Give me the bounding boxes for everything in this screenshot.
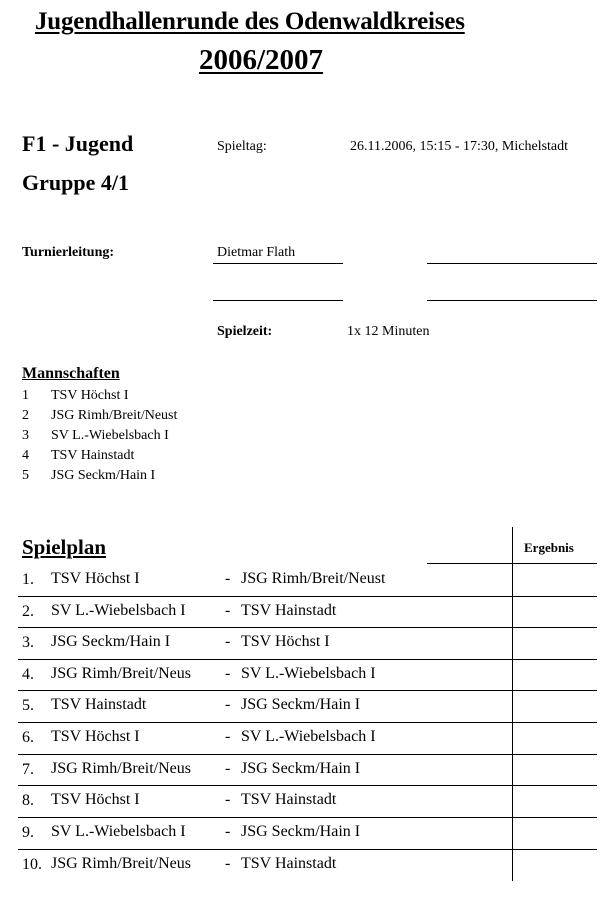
match-separator: - (225, 633, 231, 650)
match-number: 6. (22, 729, 34, 746)
match-number: 3. (22, 634, 34, 651)
playtime-value: 1x 12 Minuten (347, 324, 430, 339)
away-team: JSG Seckm/Hain I (241, 760, 361, 777)
age-group-heading: F1 - Jugend (22, 131, 134, 156)
home-team: JSG Rimh/Breit/Neus (51, 665, 192, 682)
result-column-divider (512, 527, 513, 881)
away-team: JSG Seckm/Hain I (241, 696, 361, 713)
matchday-value: 26.11.2006, 15:15 - 17:30, Michelstadt (350, 139, 569, 154)
signature-line (213, 263, 343, 264)
away-team: TSV Hainstadt (241, 791, 337, 808)
match-row (22, 818, 502, 849)
match-number: 9. (22, 824, 34, 841)
away-team: SV L.-Wiebelsbach I (241, 728, 376, 745)
match-separator: - (225, 665, 231, 682)
director-label: Turnierleitung: (22, 245, 115, 260)
team-item (22, 408, 272, 428)
match-number: 8. (22, 792, 34, 809)
team-item (22, 468, 272, 488)
team-item (22, 388, 272, 408)
home-team: SV L.-Wiebelsbach I (51, 602, 186, 619)
signature-line (427, 263, 597, 264)
match-row (22, 597, 502, 628)
team-number: 1 (22, 388, 29, 403)
match-number: 10. (22, 856, 42, 873)
match-separator: - (225, 728, 231, 745)
matchday-label: Spieltag: (217, 139, 267, 154)
match-row (22, 755, 502, 786)
signature-line (427, 300, 597, 301)
home-team: JSG Rimh/Breit/Neus (51, 855, 192, 872)
group-heading: Gruppe 4/1 (22, 170, 129, 195)
match-number: 5. (22, 697, 34, 714)
team-number: 2 (22, 408, 29, 423)
match-row (22, 723, 502, 754)
match-separator: - (225, 602, 231, 619)
away-team: JSG Seckm/Hain I (241, 823, 361, 840)
home-team: JSG Seckm/Hain I (51, 633, 171, 650)
team-name: TSV Hainstadt (51, 448, 135, 463)
match-number: 2. (22, 603, 34, 620)
signature-line (213, 300, 343, 301)
team-item (22, 448, 272, 468)
document-title: Jugendhallenrunde des Odenwaldkreises (35, 8, 465, 35)
team-number: 3 (22, 428, 29, 443)
away-team: SV L.-Wiebelsbach I (241, 665, 376, 682)
match-separator: - (225, 760, 231, 777)
season-title: 2006/2007 (199, 44, 324, 76)
playtime-label: Spielzeit: (217, 324, 273, 339)
match-number: 4. (22, 666, 34, 683)
match-row (22, 786, 502, 817)
away-team: TSV Höchst I (241, 633, 330, 650)
header-rule (427, 563, 597, 564)
team-name: TSV Höchst I (51, 388, 129, 403)
team-name: JSG Rimh/Breit/Neust (51, 408, 178, 423)
away-team: TSV Hainstadt (241, 855, 337, 872)
home-team: TSV Höchst I (51, 791, 140, 808)
away-team: TSV Hainstadt (241, 602, 337, 619)
home-team: SV L.-Wiebelsbach I (51, 823, 186, 840)
schedule-heading: Spielplan (22, 535, 107, 559)
match-separator: - (225, 791, 231, 808)
director-value: Dietmar Flath (217, 245, 296, 260)
team-name: SV L.-Wiebelsbach I (51, 428, 169, 443)
match-row (22, 691, 502, 722)
team-number: 4 (22, 448, 29, 463)
home-team: TSV Höchst I (51, 728, 140, 745)
team-number: 5 (22, 468, 29, 483)
match-separator: - (225, 823, 231, 840)
home-team: JSG Rimh/Breit/Neus (51, 760, 192, 777)
match-row (22, 565, 502, 596)
match-separator: - (225, 855, 231, 872)
match-number: 7. (22, 761, 34, 778)
result-column-header: Ergebnis (524, 540, 574, 555)
team-name: JSG Seckm/Hain I (51, 468, 156, 483)
match-number: 1. (22, 571, 34, 588)
match-separator: - (225, 570, 231, 587)
home-team: TSV Hainstadt (51, 696, 147, 713)
match-separator: - (225, 696, 231, 713)
away-team: JSG Rimh/Breit/Neust (241, 570, 386, 587)
match-row (22, 628, 502, 659)
teams-heading: Mannschaften (22, 365, 120, 382)
team-item (22, 428, 272, 448)
match-row (22, 850, 502, 881)
home-team: TSV Höchst I (51, 570, 140, 587)
match-row (22, 660, 502, 691)
